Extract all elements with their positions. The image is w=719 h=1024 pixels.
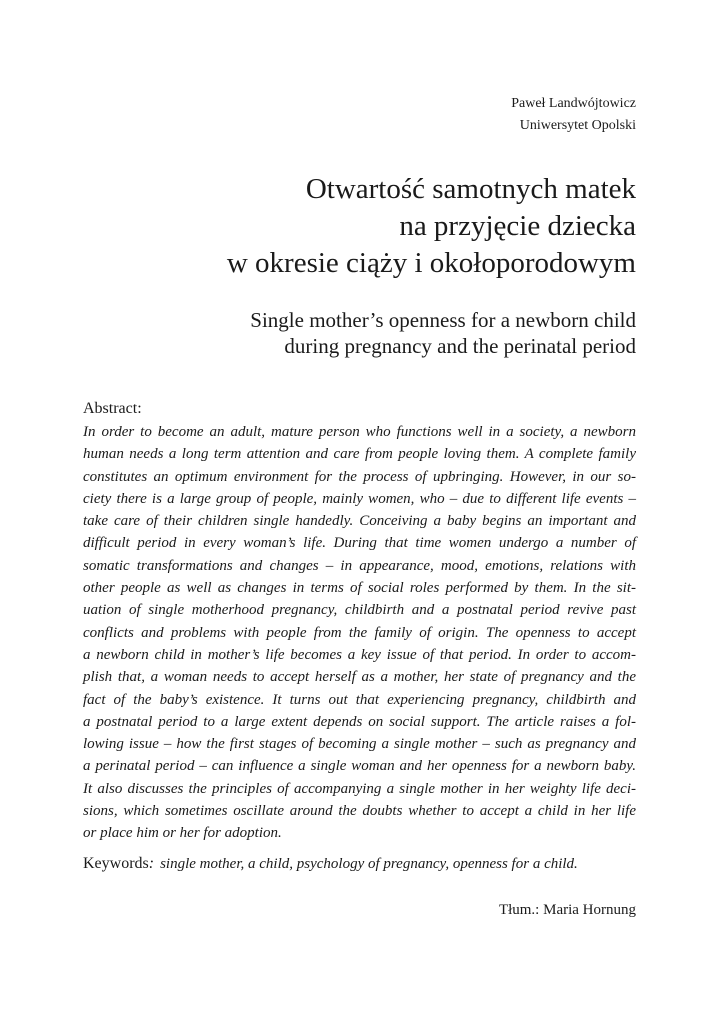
abstract-line: conflicts and problems with people from the family of origin. The openness to accept [83,624,636,641]
abstract-line: other people as well as changes in terms of social roles performed by them. In the sit- [83,580,636,597]
abstract-line: In order to become an adult, mature person who functions well in a society, a newborn [83,424,636,440]
abstract-line: lowing issue – how the first stages of becoming a single mother – such as pregnancy and [83,736,636,753]
subtitle-line: Single mother’s openness for a newborn child [250,308,636,332]
author-name: Paweł Landwójtowicz [511,96,636,111]
abstract-line: It also discusses the principles of accompanying a single mother in her weighty life deci- [83,780,636,797]
abstract-line: somatic transformations and changes – in appearance, mood, emotions, relations with [83,557,636,574]
author-block [511,93,636,137]
abstract-line: take care of their children single handedly. Conceiving a baby begins an important and [83,513,636,530]
translator-credit: Tłum.: Maria Hornung [498,902,636,918]
abstract-heading-label: Abstract [83,400,138,417]
keywords [83,853,578,875]
abstract-line: uation of single motherhood pregnancy, childbirth and a postnatal period revive past [83,602,636,619]
abstract-line: a newborn child in mother’s life becomes a key issue of that period. In order to accom- [83,646,636,663]
title-line: na przyjęcie dziecka [399,210,636,242]
title-line: w okresie ciąży i okołoporodowym [226,247,636,279]
abstract-body [83,421,636,845]
abstract-line: ciety there is a large group of people, mainly women, who – due to different life events – [83,490,636,507]
abstract-heading [83,398,142,420]
keywords-label: Keywords [83,855,149,872]
keywords-values: single mother, a child, psychology of pregnancy, openness for a child. [160,856,578,872]
abstract-line: sions, which sometimes oscillate around the doubts whether to accept a child in her life [83,803,636,820]
abstract-line: a postnatal period to a large extent depends on social support. The article raises a fol- [83,713,636,730]
abstract-heading-colon: : [137,400,142,417]
abstract-line: a perinatal period – can influence a single woman and her openness for a newborn baby. [83,758,636,775]
title-line: Otwartość samotnych matek [305,173,636,205]
subtitle-line: during pregnancy and the perinatal period [284,334,636,358]
abstract-line: fact of the baby’s existence. It turns out that experiencing pregnancy, childbirth and [83,691,636,708]
abstract-line: or place him or her for adoption. [83,825,282,842]
abstract-line: constitutes an optimum environment for the process of upbringing. However, in our so- [83,468,636,485]
abstract-line: difficult period in every woman’s life. During that time women undergo a number of [83,535,636,552]
author-affiliation: Uniwersytet Opolski [519,118,636,133]
abstract-line: plish that, a woman needs to accept herself as a mother, her state of pregnancy and the [83,669,636,686]
title-english [76,307,636,359]
abstract-line: human needs a long term attention and care from people loving them. A complete family [83,446,636,463]
keywords-colon: : [148,855,155,872]
title-polish [76,171,636,282]
